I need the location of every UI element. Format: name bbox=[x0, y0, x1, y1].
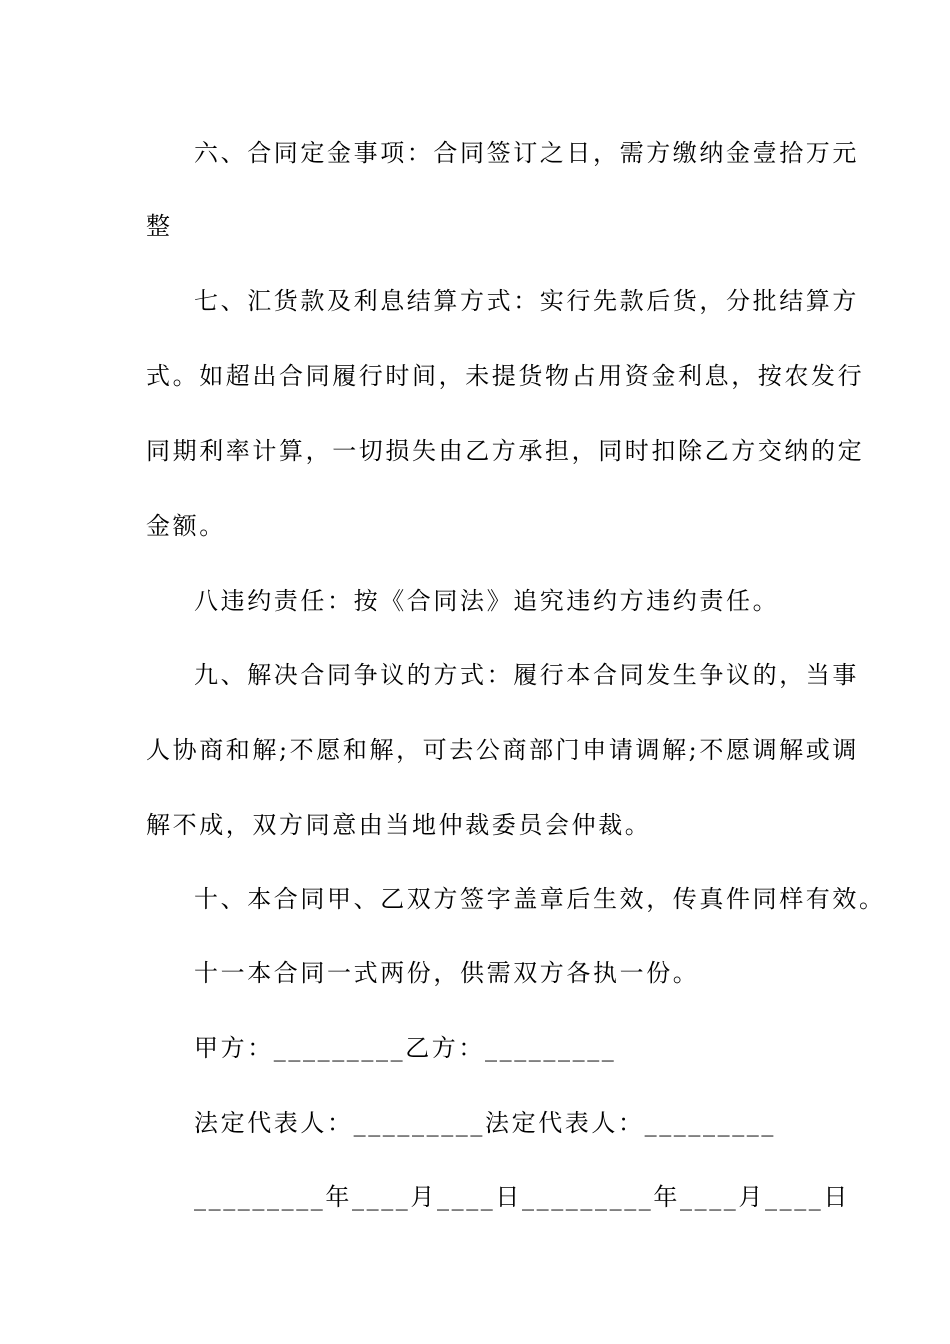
signature-parties-line: 甲方：_________乙方：_________ bbox=[194, 1034, 617, 1062]
paragraph-7-line-3: 同期利率计算，一切损失由乙方承担，同时扣除乙方交纳的定 bbox=[146, 437, 865, 465]
paragraph-9-line-1: 九、解决合同争议的方式：履行本合同发生争议的，当事 bbox=[194, 661, 859, 689]
paragraph-9-line-3: 解不成，双方同意由当地仲裁委员会仲裁。 bbox=[146, 811, 652, 839]
paragraph-7-line-4: 金额。 bbox=[146, 512, 226, 540]
paragraph-10-line-1: 十、本合同甲、乙双方签字盖章后生效，传真件同样有效。 bbox=[194, 885, 886, 913]
paragraph-7-line-2: 式。如超出合同履行时间，未提货物占用资金利息，按农发行 bbox=[146, 362, 865, 390]
signature-representatives-line: 法定代表人：_________法定代表人：_________ bbox=[194, 1109, 776, 1137]
paragraph-6-line-2: 整 bbox=[146, 212, 173, 240]
paragraph-8-line-1: 八违约责任：按《合同法》追究违约方违约责任。 bbox=[194, 587, 780, 615]
paragraph-9-line-2: 人协商和解;不愿和解，可去公商部门申请调解;不愿调解或调 bbox=[146, 736, 859, 764]
paragraph-11-line-1: 十一本合同一式两份，供需双方各执一份。 bbox=[194, 959, 700, 987]
signature-dates-line: _________年____月____日_________年____月____日 bbox=[194, 1183, 850, 1211]
paragraph-7-line-1: 七、汇货款及利息结算方式：实行先款后货，分批结算方 bbox=[194, 287, 859, 315]
paragraph-6-line-1: 六、合同定金事项：合同签订之日，需方缴纳金壹拾万元 bbox=[194, 139, 859, 167]
